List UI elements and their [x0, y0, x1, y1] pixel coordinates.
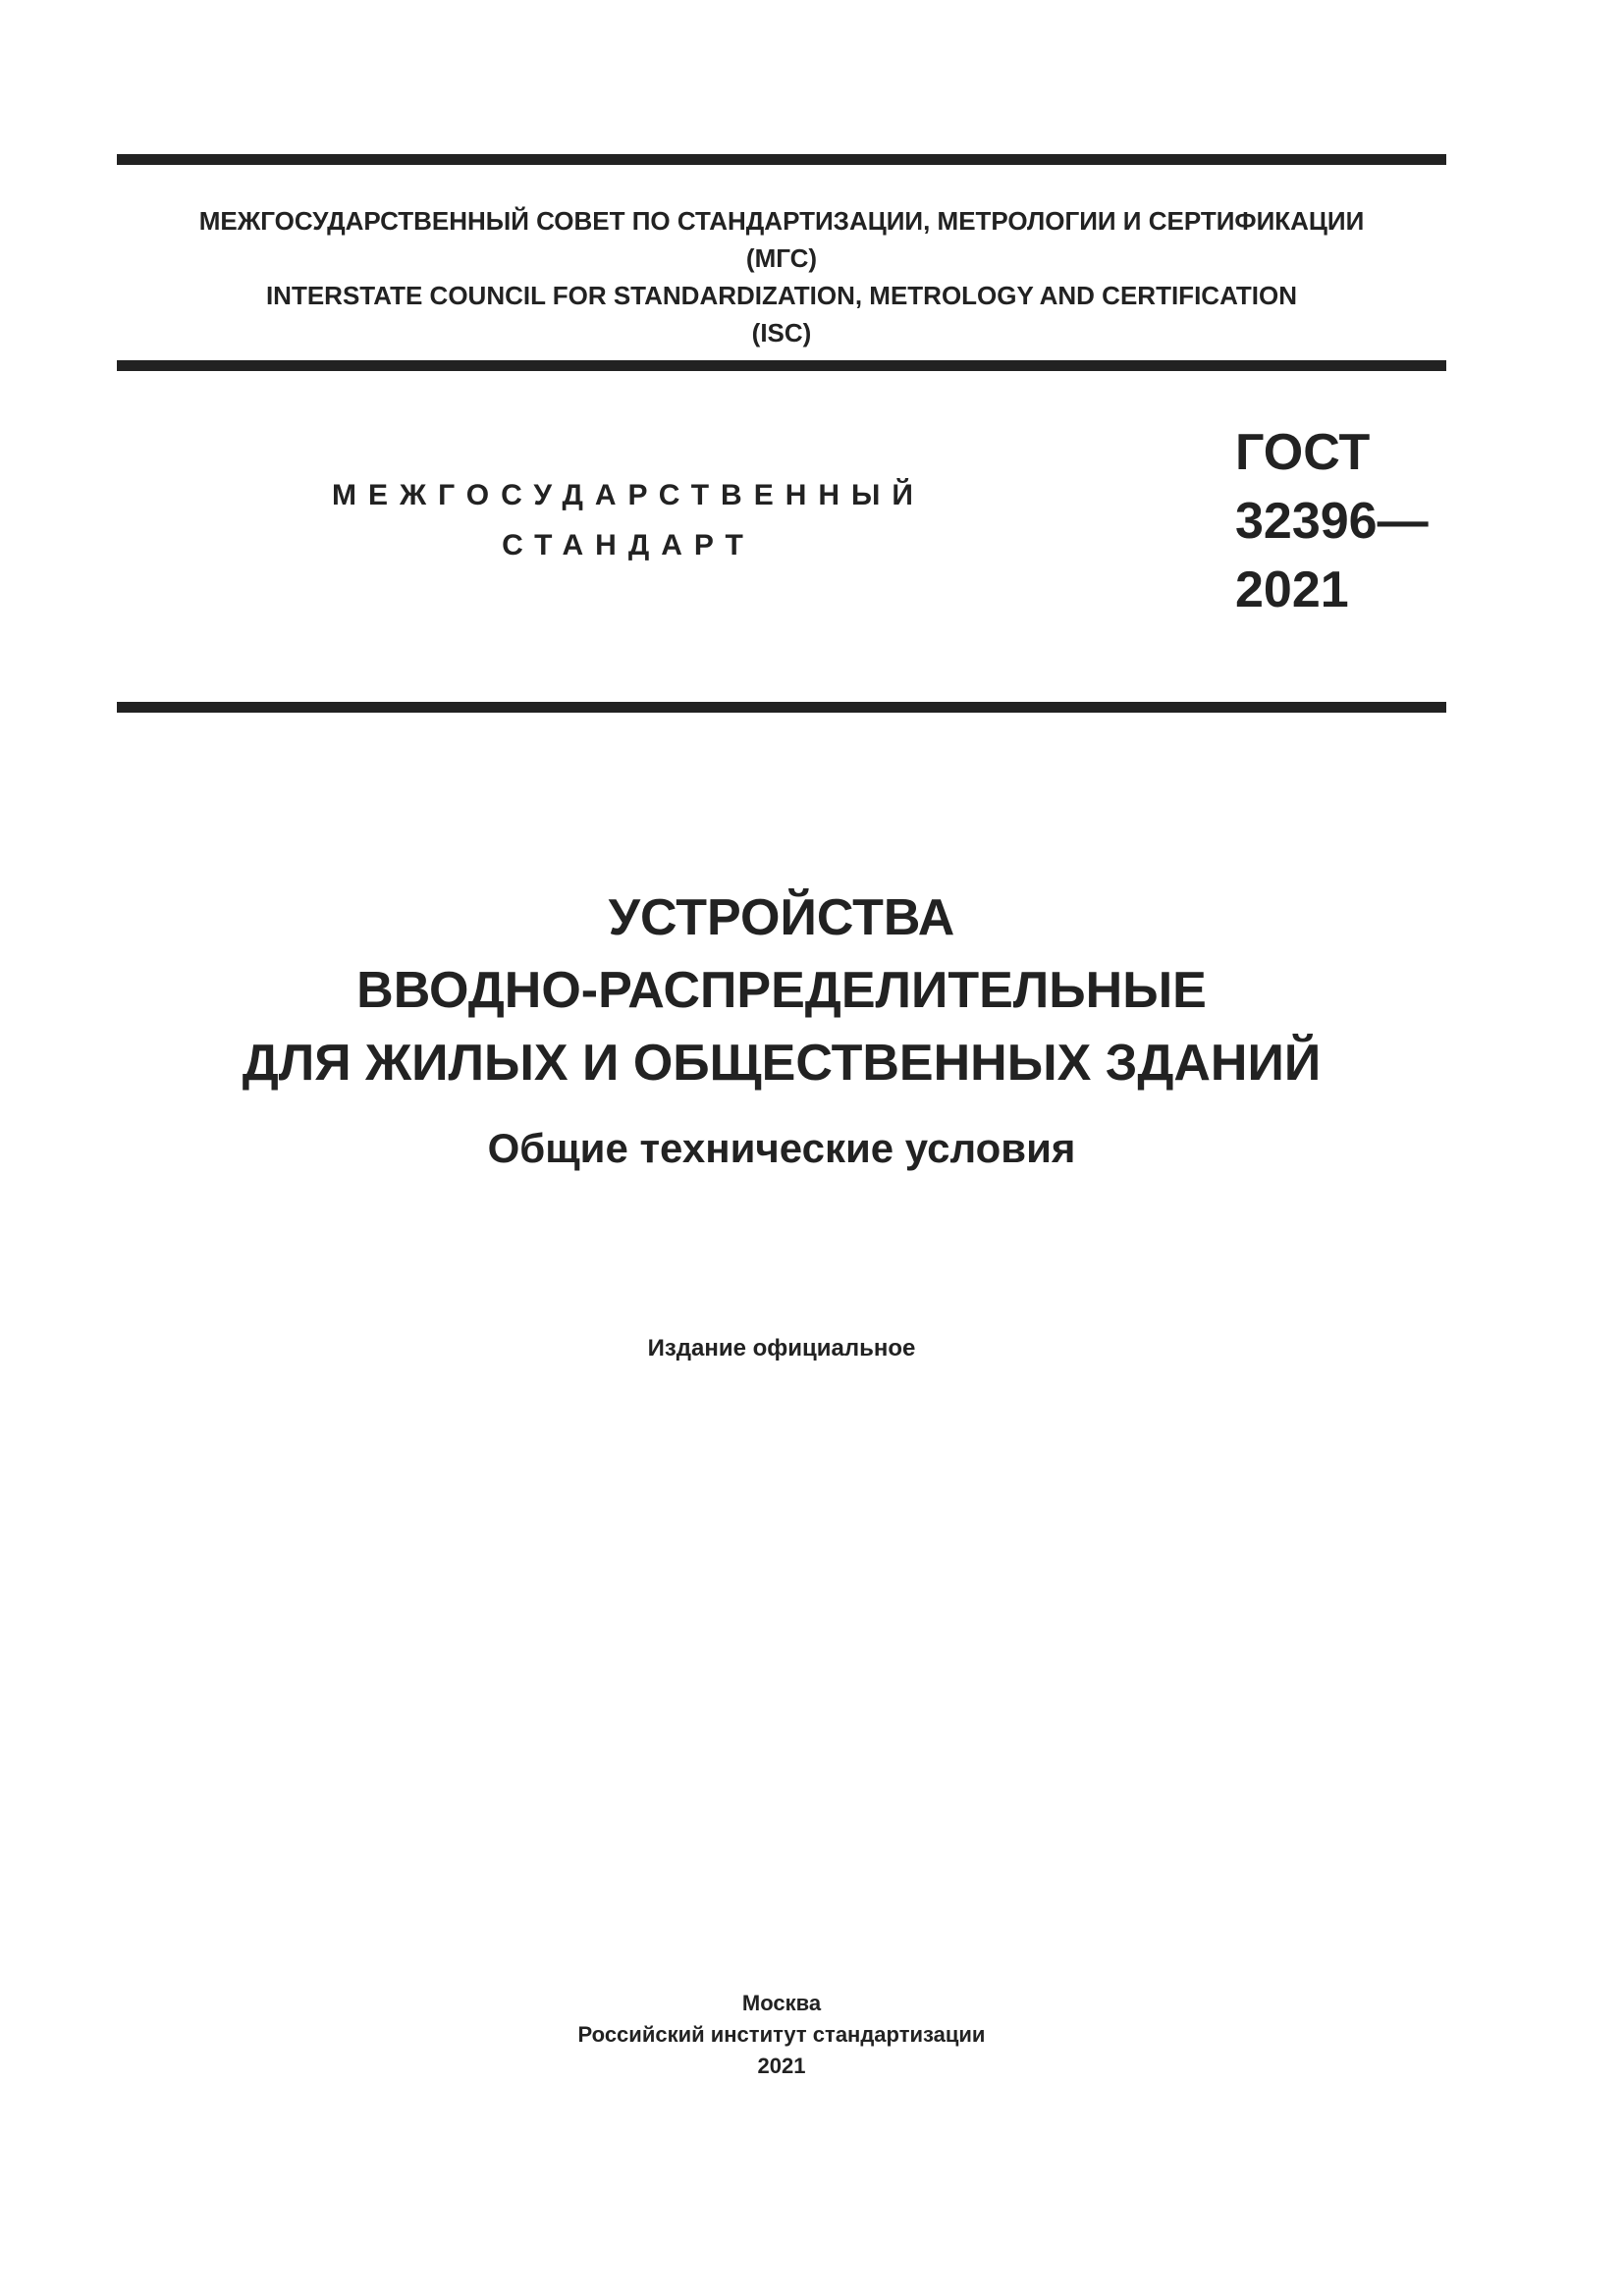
- top-divider: [117, 154, 1446, 165]
- header-divider: [117, 360, 1446, 371]
- standard-kind-line-1: МЕЖГОСУДАРСТВЕННЫЙ: [332, 479, 925, 511]
- imprint-year: 2021: [757, 2054, 806, 2078]
- document-title: [117, 881, 1446, 1099]
- edition-note: Издание официальное: [647, 1335, 916, 1362]
- designation-year: 2021: [1235, 561, 1349, 618]
- title-divider: [117, 702, 1446, 713]
- council-abbr-en: (ISC): [751, 318, 812, 347]
- standard-kind-line-2: СТАНДАРТ: [502, 529, 755, 561]
- title-line-3: ДЛЯ ЖИЛЫХ И ОБЩЕСТВЕННЫХ ЗДАНИЙ: [242, 1035, 1322, 1092]
- council-name-en: INTERSTATE COUNCIL FOR STANDARDIZATION, METROLOGY AND CERTIFICATION: [265, 281, 1298, 310]
- title-line-1: УСТРОЙСТВА: [608, 889, 955, 946]
- publisher-imprint: [117, 1988, 1446, 2082]
- standard-designation: [1235, 418, 1429, 624]
- council-abbr-ru: (МГС): [745, 243, 818, 273]
- document-subtitle: Общие технические условия: [487, 1125, 1076, 1171]
- imprint-publisher: Российский институт стандартизации: [577, 2022, 986, 2047]
- imprint-city: Москва: [741, 1991, 822, 2015]
- title-line-2: ВВОДНО-РАСПРЕДЕЛИТЕЛЬНЫЕ: [356, 962, 1207, 1019]
- designation-prefix: ГОСТ: [1235, 424, 1371, 481]
- designation-number: 32396—: [1235, 493, 1429, 550]
- council-header: [117, 202, 1446, 351]
- council-name-ru: МЕЖГОСУДАРСТВЕННЫЙ СОВЕТ ПО СТАНДАРТИЗАЦИИ, МЕТРОЛОГИИ И СЕРТИФИКАЦИИ: [198, 206, 1365, 236]
